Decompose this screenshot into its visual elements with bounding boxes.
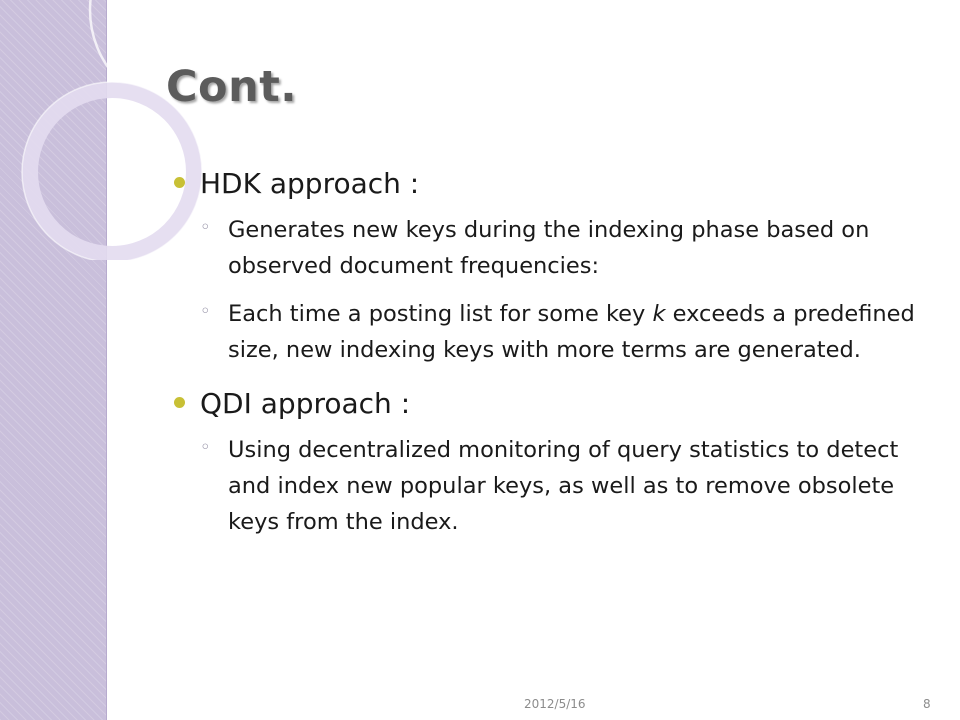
sub-bullet-text: [228, 301, 915, 363]
slide-body: [170, 162, 940, 554]
bullet-text: QDI approach :: [200, 387, 411, 420]
bullet-dot-icon: [174, 177, 185, 188]
sub-bullet-circle-icon: ◦: [200, 437, 211, 458]
sub-bullet-item: [200, 432, 940, 540]
sub-bullet-text-pre: Each time a posting list for some key: [228, 301, 653, 327]
page-number: 8: [923, 697, 931, 711]
bullet-item-qdi: [170, 382, 940, 540]
slide-title: Cont.: [166, 62, 298, 112]
sub-bullet-text: Generates new keys during the indexing phase based on observed document frequencies:: [228, 217, 870, 279]
bullet-text: HDK approach :: [200, 167, 420, 200]
bullet-list: [170, 162, 940, 540]
key-variable: k: [652, 301, 666, 327]
sub-bullet-list: [200, 212, 940, 368]
sub-bullet-circle-icon: ◦: [200, 217, 211, 238]
footer-date: 2012/5/16: [524, 697, 586, 711]
sub-bullet-item: [200, 296, 940, 368]
sub-bullet-item: [200, 212, 940, 284]
side-band-texture: [0, 0, 106, 720]
sub-bullet-circle-icon: ◦: [200, 301, 211, 322]
sub-bullet-list: [200, 432, 940, 540]
sub-bullet-text: Using decentralized monitoring of query statistics to detect and index new popular keys, as well as to remove obsolete keys from the index.: [228, 437, 899, 535]
bullet-item-hdk: [170, 162, 940, 368]
bullet-dot-icon: [174, 397, 185, 408]
sub-bullet-text-post: exceeds a predefined size, new indexing keys with more terms are generated.: [228, 301, 915, 363]
